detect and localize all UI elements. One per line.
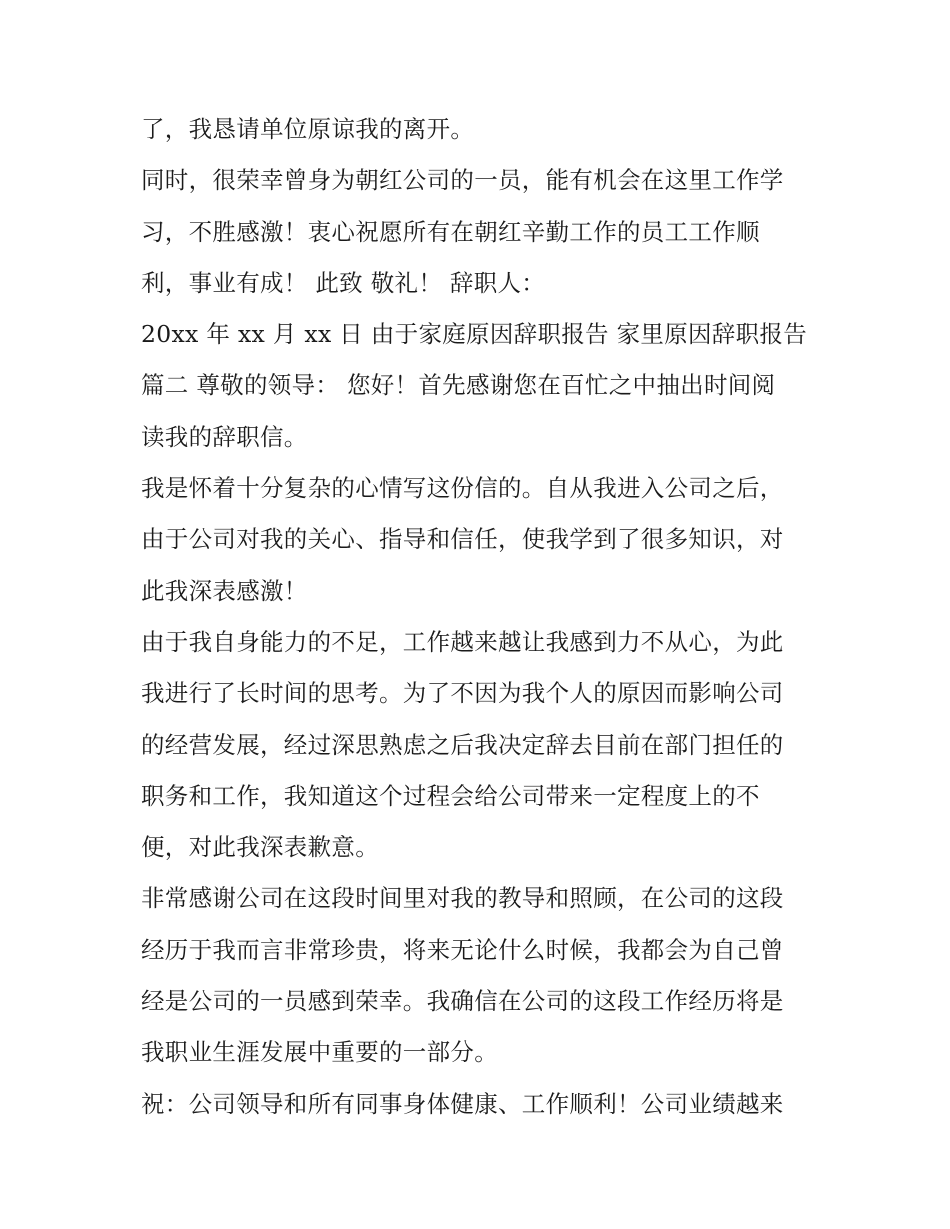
text-line: 祝：公司领导和所有同事身体健康、工作顺利！公司业绩越来 xyxy=(141,1089,784,1118)
text-line: 职务和工作，我知道这个过程会给公司带来一定程度上的不 xyxy=(141,781,760,810)
text-line: 经是公司的一员感到荣幸。我确信在公司的这段工作经历将是 xyxy=(141,987,784,1016)
document-body xyxy=(141,104,821,1130)
text-line: 非常感谢公司在这段时间里对我的教导和照顾，在公司的这段 xyxy=(141,884,784,913)
text-line: 便，对此我深表歉意。 xyxy=(141,833,379,862)
text-line: 我进行了长时间的思考。为了不因为我个人的原因而影响公司 xyxy=(141,679,784,708)
text-line: 同时，很荣幸曾身为朝红公司的一员，能有机会在这里工作学 xyxy=(141,166,784,195)
text-line: 我职业生涯发展中重要的一部分。 xyxy=(141,1038,498,1067)
text-line: 我是怀着十分复杂的心情写这份信的。自从我进入公司之后， xyxy=(141,474,784,503)
text-line: 此我深表感激！ xyxy=(141,576,308,605)
text-line: 读我的辞职信。 xyxy=(141,422,308,451)
text-line: 篇二 尊敬的领导： 您好！首先感谢您在百忙之中抽出时间阅 xyxy=(141,371,776,400)
text-line: 利，事业有成！ 此致 敬礼！ 辞职人： xyxy=(141,268,546,297)
text-line: 的经营发展，经过深思熟虑之后我决定辞去目前在部门担任的 xyxy=(141,730,784,759)
text-line: 经历于我而言非常珍贵，将来无论什么时候，我都会为自己曾 xyxy=(141,935,784,964)
text-line: 由于我自身能力的不足，工作越来越让我感到力不从心，为此 xyxy=(141,627,784,656)
text-line: 20xx 年 xx 月 xx 日 由于家庭原因辞职报告 家里原因辞职报告 xyxy=(141,320,808,349)
text-line: 由于公司对我的关心、指导和信任，使我学到了很多知识，对 xyxy=(141,525,784,554)
text-line: 了，我恳请单位原谅我的离开。 xyxy=(141,115,475,143)
text-line: 习，不胜感激！衷心祝愿所有在朝红辛勤工作的员工工作顺 xyxy=(141,217,760,246)
